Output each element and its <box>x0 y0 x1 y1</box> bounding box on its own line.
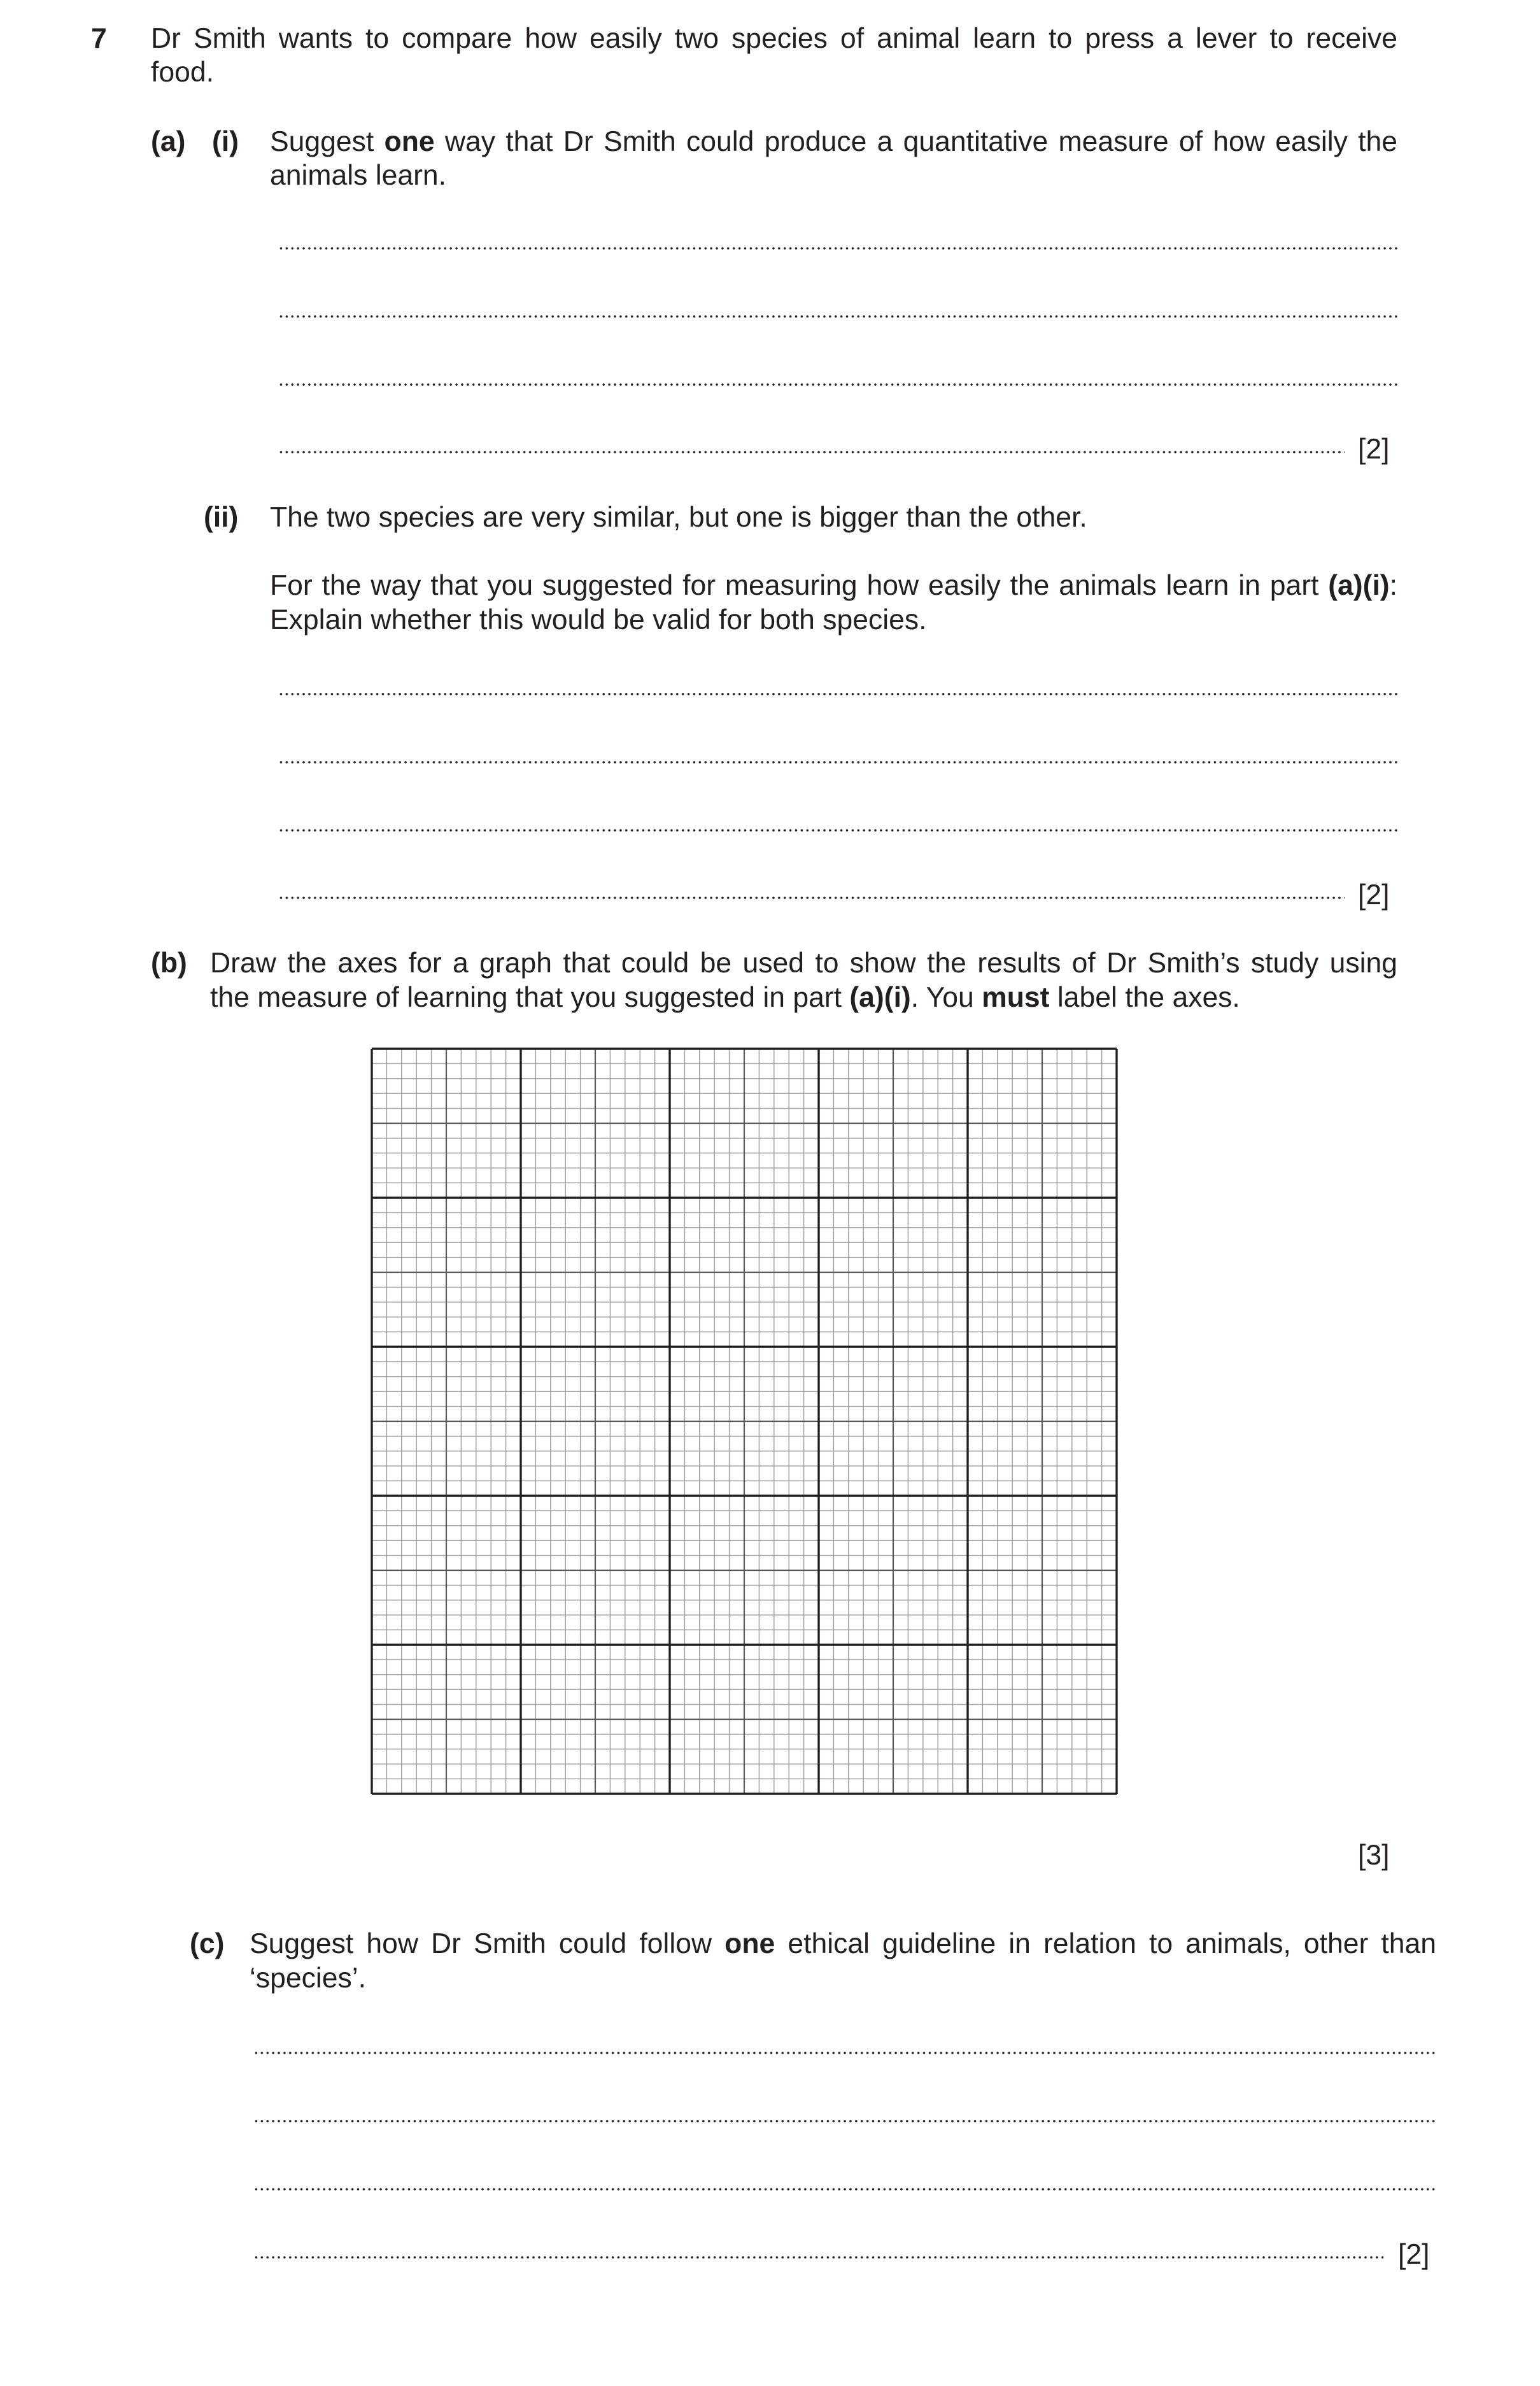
part-a-ii-line1: The two species are very similar, but one is bigger than the other. <box>270 502 1087 533</box>
part-a-ii-label: (ii) <box>204 502 239 533</box>
part-b-line1: Draw the axes for a graph that could be used to show the results of Dr Smith’s study using <box>210 948 1397 979</box>
marks-a-ii: [2] <box>1358 879 1390 911</box>
answer-line-a-i-2[interactable] <box>278 315 1397 318</box>
marks-a-i: [2] <box>1358 434 1390 465</box>
question-stem-line1: Dr Smith wants to compare how easily two species of animal learn to press a lever to receive <box>151 23 1397 54</box>
answer-line-c-3[interactable] <box>253 2188 1436 2191</box>
answer-line-a-ii-3[interactable] <box>278 829 1397 832</box>
answer-line-c-1[interactable] <box>253 2052 1436 2054</box>
part-a-i-label: (i) <box>212 126 239 157</box>
part-a-label: (a) <box>151 126 186 157</box>
part-a-ii-line3: Explain whether this would be valid for both species. <box>270 604 927 636</box>
part-a-i-line1: Suggest one way that Dr Smith could produce a quantitative measure of how easily the <box>270 126 1397 157</box>
answer-line-a-i-4[interactable] <box>278 451 1345 453</box>
answer-line-a-ii-1[interactable] <box>278 693 1397 695</box>
question-number: 7 <box>91 23 107 54</box>
part-a-ii-line2: For the way that you suggested for measuring how easily the animals learn in part (a)(i): <box>270 570 1397 601</box>
part-c-line2: ‘species’. <box>250 1963 367 1994</box>
answer-line-a-i-3[interactable] <box>278 383 1397 386</box>
part-a-i-line2: animals learn. <box>270 160 447 191</box>
answer-line-c-2[interactable] <box>253 2120 1436 2122</box>
part-c-label: (c) <box>190 1928 225 1959</box>
marks-c: [2] <box>1398 2239 1430 2270</box>
part-b-line2: the measure of learning that you suggested in part (a)(i). You must label the axes. <box>210 982 1240 1013</box>
answer-line-c-4[interactable] <box>253 2256 1383 2259</box>
graph-paper-grid[interactable] <box>371 1047 1118 1795</box>
answer-line-a-ii-2[interactable] <box>278 761 1397 763</box>
question-stem-line2: food. <box>151 57 214 88</box>
answer-line-a-ii-4[interactable] <box>278 897 1345 899</box>
part-c-line1: Suggest how Dr Smith could follow one ethical guideline in relation to animals, other than <box>250 1928 1436 1959</box>
marks-b: [3] <box>1358 1840 1390 1871</box>
part-b-label: (b) <box>151 948 187 979</box>
answer-line-a-i-1[interactable] <box>278 247 1397 250</box>
